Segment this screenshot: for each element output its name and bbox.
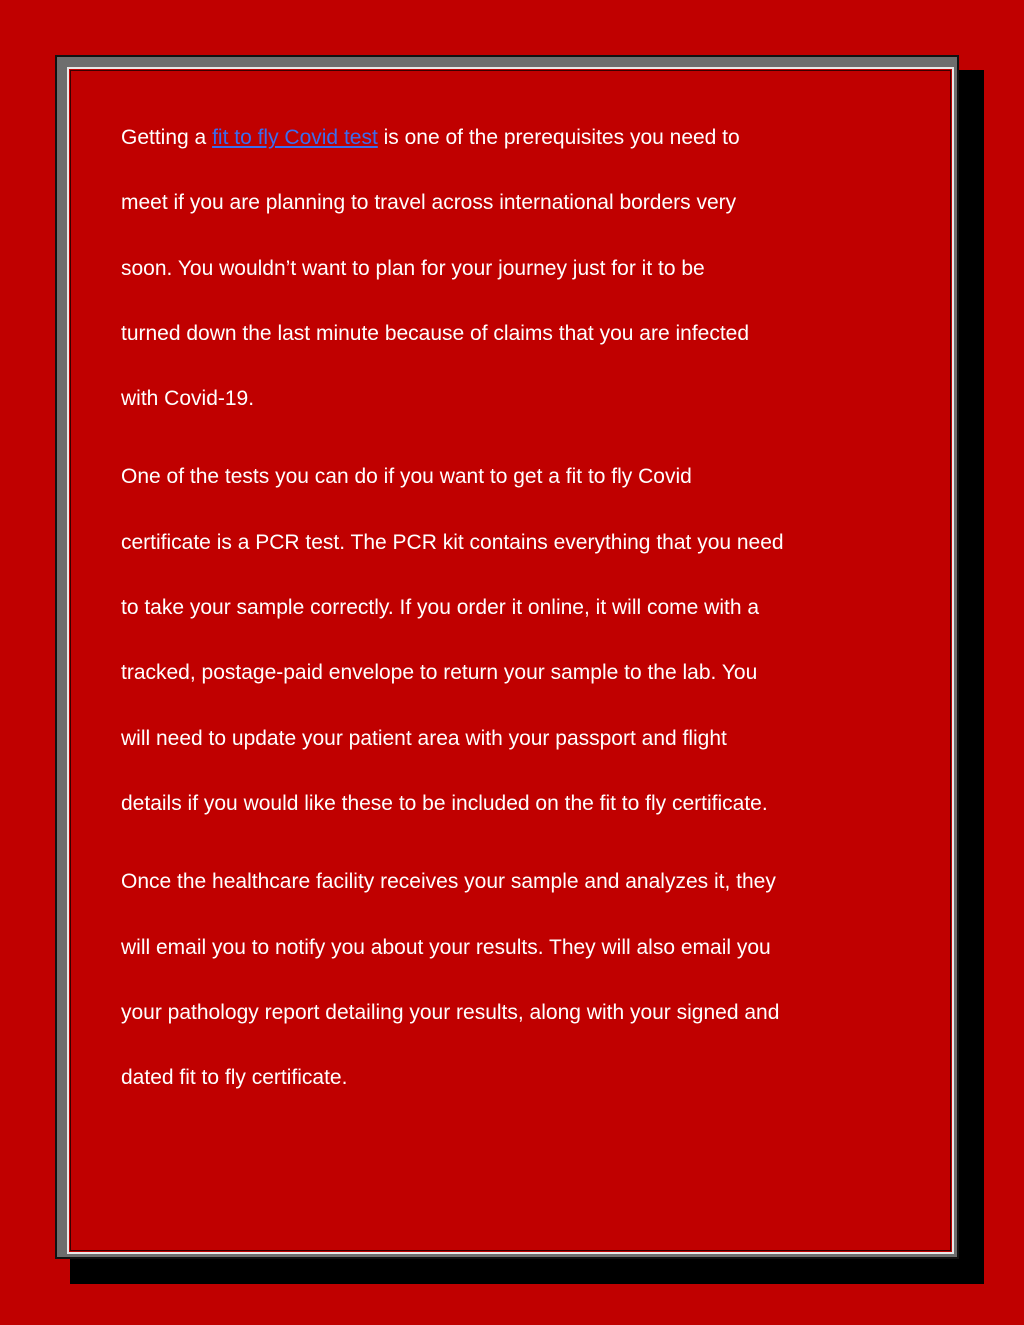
text-line: meet if you are planning to travel across international borders very — [121, 191, 737, 215]
text-line: with Covid-19. — [121, 387, 255, 411]
text-line: turned down the last minute because of claims that you are infected — [121, 321, 750, 345]
text-fragment: Getting a — [121, 126, 213, 149]
paragraph-3 — [121, 849, 921, 1110]
text-line: One of the tests you can do if you want to get a fit to fly Covid — [121, 465, 692, 489]
text-line: to take your sample correctly. If you order it online, it will come with a — [121, 596, 760, 620]
text-line: will email you to notify you about your results. They will also email you — [121, 935, 771, 959]
text-line: your pathology report detailing your results, along with your signed and — [121, 1000, 780, 1024]
paragraph-1 — [121, 105, 921, 431]
text-line: will need to update your patient area with your passport and flight — [121, 726, 727, 750]
text-line: tracked, postage-paid envelope to return your sample to the lab. You — [121, 661, 758, 685]
text-line — [121, 105, 921, 170]
fit-to-fly-covid-test-link[interactable]: fit to fly Covid test — [212, 126, 378, 149]
text-fragment: is one of the prerequisites you need to — [377, 126, 740, 149]
text-line: dated fit to fly certificate. — [121, 1066, 348, 1090]
paragraph-2 — [121, 444, 921, 836]
article-body — [121, 105, 921, 1123]
text-line: details if you would like these to be included on the fit to fly certificate. — [121, 791, 768, 815]
text-line: soon. You wouldn’t want to plan for your journey just for it to be — [121, 256, 705, 280]
text-line: certificate is a PCR test. The PCR kit contains everything that you need — [121, 530, 784, 554]
text-line: Once the healthcare facility receives your sample and analyzes it, they — [121, 870, 776, 894]
